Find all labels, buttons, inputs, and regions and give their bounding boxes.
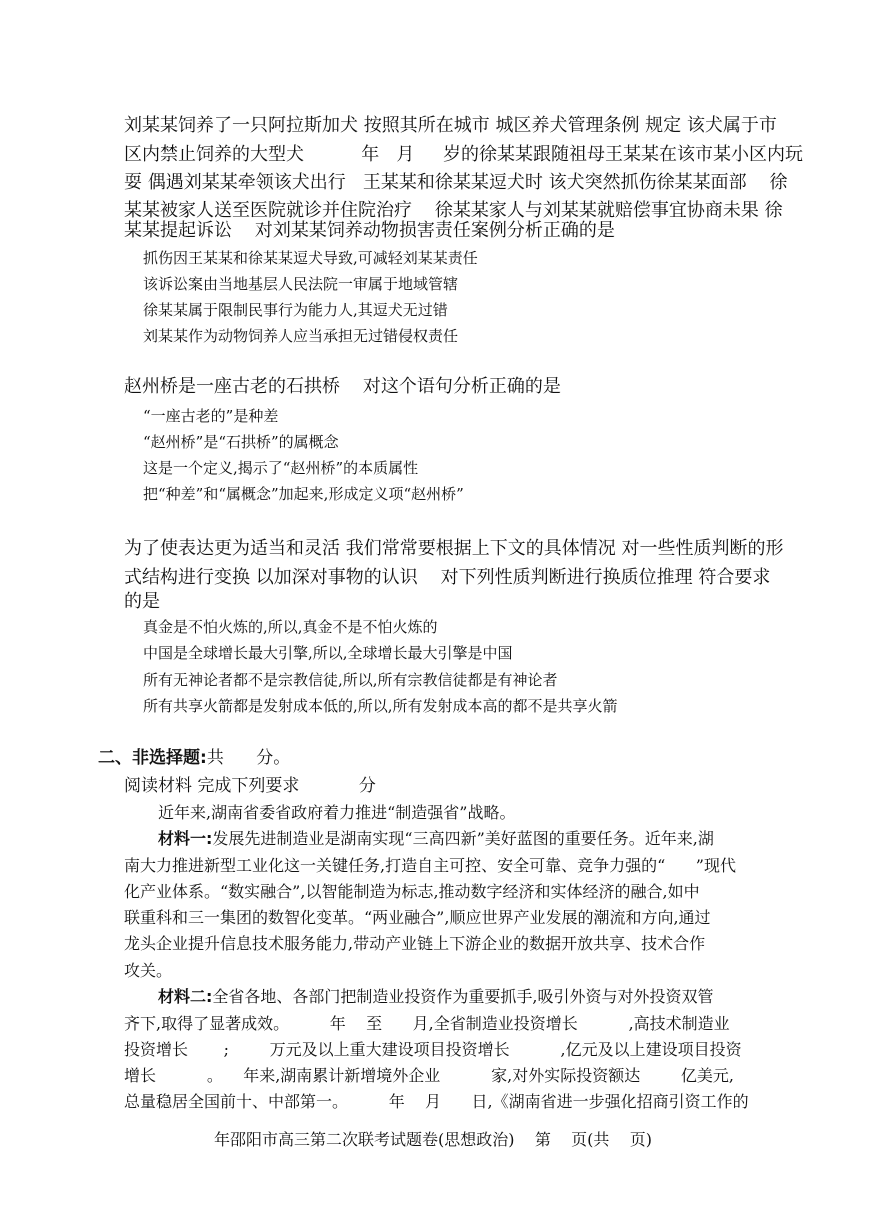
material-one-line: 联重科和三一集团的数智化变革。“两业融合”,顺应世界产业发展的潮流和方向,通过 <box>124 908 711 927</box>
question-stem-line: 某某提起诉讼 对刘某某饲养动物损害责任案例分析正确的是 <box>124 220 615 241</box>
question-stem-line: 耍 偶遇刘某某牵领该犬出行 王某某和徐某某逗犬时 该犬突然抓伤徐某某面部 徐 <box>124 172 788 193</box>
option-d: 把“种差”和“属概念”加起来,形成定义项“赵州桥” <box>143 485 464 503</box>
material-one-label: 材料一: <box>158 829 213 848</box>
material-one-first-line <box>158 826 714 852</box>
option-a: 抓伤因王某某和徐某某逗犬导致,可减轻刘某某责任 <box>143 249 478 267</box>
question-stem-line: 式结构进行变换 以加深对事物的认识 对下列性质判断进行换质位推理 符合要求 <box>124 567 771 588</box>
material-two-line: 总量稳居全国前十、中部第一。 年 月 日,《湖南省进一步强化招商引资工作的 <box>124 1092 749 1111</box>
material-two-line: 增长 。 年来,湖南累计新增境外企业 家,对外实际投资额达 亿美元, <box>124 1066 735 1085</box>
question-stem: 赵州桥是一座古老的石拱桥 对这个语句分析正确的是 <box>124 376 561 397</box>
material-two-line: 投资增长 ; 万元及以上重大建设项目投资增长 ,亿元及以上建设项目投资 <box>124 1040 742 1059</box>
option-c: 所有无神论者都不是宗教信徒,所以,所有宗教信徒都是有神论者 <box>143 671 558 689</box>
option-b: 该诉讼案由当地基层人民法院一审属于地域管辖 <box>143 275 459 293</box>
question-stem-line: 为了使表达更为适当和灵活 我们常常要根据上下文的具体情况 对一些性质判断的形 <box>124 538 784 559</box>
section-heading <box>98 745 290 771</box>
question-instruction: 阅读材料 完成下列要求 分 <box>124 776 376 796</box>
question-stem-line: 区内禁止饲养的大型犬 年 月 岁的徐某某跟随祖母王某某在该市某小区内玩 <box>124 144 803 165</box>
option-d: 所有共享火箭都是发射成本低的,所以,所有发射成本高的都不是共享火箭 <box>143 697 618 715</box>
material-intro: 近年来,湖南省委省政府着力推进“制造强省”战略。 <box>158 803 516 822</box>
material-one-text: 发展先进制造业是湖南实现“三高四新”美好蓝图的重要任务。近年来,湖 <box>212 829 714 848</box>
material-one-line: 龙头企业提升信息技术服务能力,带动产业链上下游企业的数据开放共享、技术合作 <box>124 934 706 953</box>
material-two-label: 材料二: <box>158 987 213 1006</box>
option-d: 刘某某作为动物饲养人应当承担无过错侵权责任 <box>143 327 459 345</box>
material-two-text: 全省各地、各部门把制造业投资作为重要抓手,吸引外资与对外投资双管 <box>212 987 714 1006</box>
material-two-line: 齐下,取得了显著成效。 年 至 月,全省制造业投资增长 ,高技术制造业 <box>124 1014 730 1033</box>
option-a: “一座古老的”是种差 <box>143 407 279 425</box>
option-b: 中国是全球增长最大引擎,所以,全球增长最大引擎是中国 <box>143 644 513 662</box>
option-b: “赵州桥”是“石拱桥”的属概念 <box>143 433 339 451</box>
option-c: 这是一个定义,揭示了“赵州桥”的本质属性 <box>143 459 419 477</box>
material-two-first-line <box>158 984 714 1010</box>
option-c: 徐某某属于限制民事行为能力人,其逗犬无过错 <box>143 301 448 319</box>
material-one-line: 攻关。 <box>124 961 173 980</box>
option-a: 真金是不怕火炼的,所以,真金不是不怕火炼的 <box>143 618 438 636</box>
question-stem-line: 的是 <box>124 591 160 612</box>
material-one-line: 化产业体系。“数实融合”,以智能制造为标志,推动数字经济和实体经济的融合,如中 <box>124 882 700 901</box>
material-one-line: 南大力推进新型工业化这一关键任务,打造自主可控、安全可靠、竞争力强的“ ”现代 <box>124 856 736 875</box>
section-heading-label: 二、非选择题: <box>98 748 207 768</box>
section-heading-score: 共 分。 <box>206 748 291 768</box>
question-stem-line: 某某被家人送至医院就诊并住院治疗 徐某某家人与刘某某就赔偿事宜协商未果 徐 <box>124 200 783 221</box>
page-footer: 年邵阳市高三第二次联考试题卷(思想政治) 第 页(共 页) <box>214 1130 653 1149</box>
question-stem-line: 刘某某饲养了一只阿拉斯加犬 按照其所在城市 城区养犬管理条例 规定 该犬属于市 <box>124 115 777 136</box>
